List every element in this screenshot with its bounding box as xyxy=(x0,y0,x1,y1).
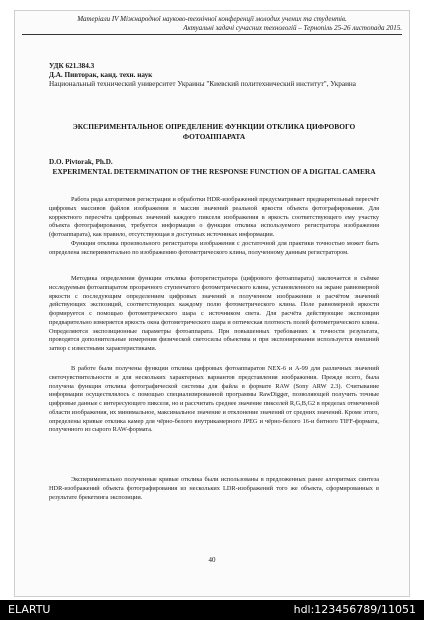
header-line-2: Актуальні задачі сучасних технологій – Тернопіль 25-26 листопада 2015. xyxy=(183,24,402,32)
page-number: 40 xyxy=(208,556,216,564)
header-line-1: Матеріали IV Міжнародної науково-технічної конференції молодих учених та студентів. xyxy=(77,15,347,23)
paragraph-5: Экспериментально полученные кривые отклика были использованы в предложенных ранее алгоритмах синтеза HDR-изображений объекта фотографирования из нескольких LDR-изображений того же объекта, сформированных в результате брекетинга экспозиции. xyxy=(49,476,379,501)
title-english: EXPERIMENTAL DETERMINATION OF THE RESPONSE FUNCTION OF A DIGITAL CAMERA xyxy=(52,167,376,176)
title-russian: ЭКСПЕРИМЕНТАЛЬНОЕ ОПРЕДЕЛЕНИЕ ФУНКЦИИ ОТКЛИКА ЦИФРОВОГО ФОТОАППАРАТА xyxy=(72,122,356,141)
paragraph-1: Работа ряда алгоритмов регистрации и обработки HDR-изображений предусматривает предварительный пересчёт цифровых массивов файлов изображения в массив значений реальной яркости объекта фотографирования. Для корректного пересчёта цифровых значений каждого пикселя изображения в яркость соответствующего ему участку объекта фотографирования, требуется информация о функции отклика используемого регистратора изображения (фотоаппарата), как правило, отсутствующая в доступных источниках информации. xyxy=(49,196,379,238)
header-divider xyxy=(22,34,402,35)
paragraph-2: Функция отклика произвольного регистратора изображения с достаточной для практики точностью может быть определена экспериментально по изображению фотометрического клина, полученному данным регистратором. xyxy=(49,240,379,256)
author-ru: Д.А. Пивторак, канд. техн. наук xyxy=(49,71,153,80)
conference-header xyxy=(22,15,402,33)
paragraph-4: В работе были получены функции отклика цифровых фотоаппаратов NEX-6 и A-99 для различных значений светочувствительности и для нескольких характерных вариантов представления изображения. Прежде всего, была получена функция отклика фотографической системы для файла в формате RAW (Sony ARW 2.3). Считывание информации осуществлялось с помощью специализированной программы RawDigger, позволяющей получить точные цифровые данные с интересующего пикселя, но и рассчитать среднее значение пикселей R,G,B,G2 в пределах отмеченной области изображения, их минимальное, максимальное значение и отклонение значений от средних значений. Кроме этого, определены кривые отклика камер для чёрно-белого внутрикамерного JPEG и чёрно-белого 16-и битного TIFF-формата, полученного из сырого RAW-формата. xyxy=(49,365,379,434)
udc-code: УДК 621.384.3 xyxy=(49,62,95,70)
article-meta xyxy=(49,62,379,90)
affiliation: Национальный технический университет Украины "Киевский политехнический институт", Украина xyxy=(49,80,356,89)
author-english: D.O. Pivtorak, Ph.D. xyxy=(49,158,113,166)
repository-footer xyxy=(0,600,424,620)
paragraph-3: Методика определения функции отклика фоторегистратора (цифрового фотоаппарата) заключается в съёмке исследуемым фотоаппаратом прозрачного ступенчатого фотометрического клина, установленного на экране равномерной яркости с последующим определением цифровых значений в полученном изображении и расчётом значений действующих экспозиций, соответствующих каждому полю фотометрического клина. Поле равномерной яркости формируется с помощью фотометрического шара с источником света. Для расчёта действующие экспозиции предварительно измеряется яркость окна фотометрического шара и оптическая плотность полей фотометрического клина. Определяются экспозиционные параметры фотоаппарата. При повышенных требованиях к точности результата, проводятся дополнительные измерения физической светосилы объектива и при экспонировании используется внешний затвор с известными характеристиками. xyxy=(49,275,379,352)
handle-id: hdl:123456789/11051 xyxy=(293,603,416,616)
repository-name: ELARTU xyxy=(8,603,51,616)
